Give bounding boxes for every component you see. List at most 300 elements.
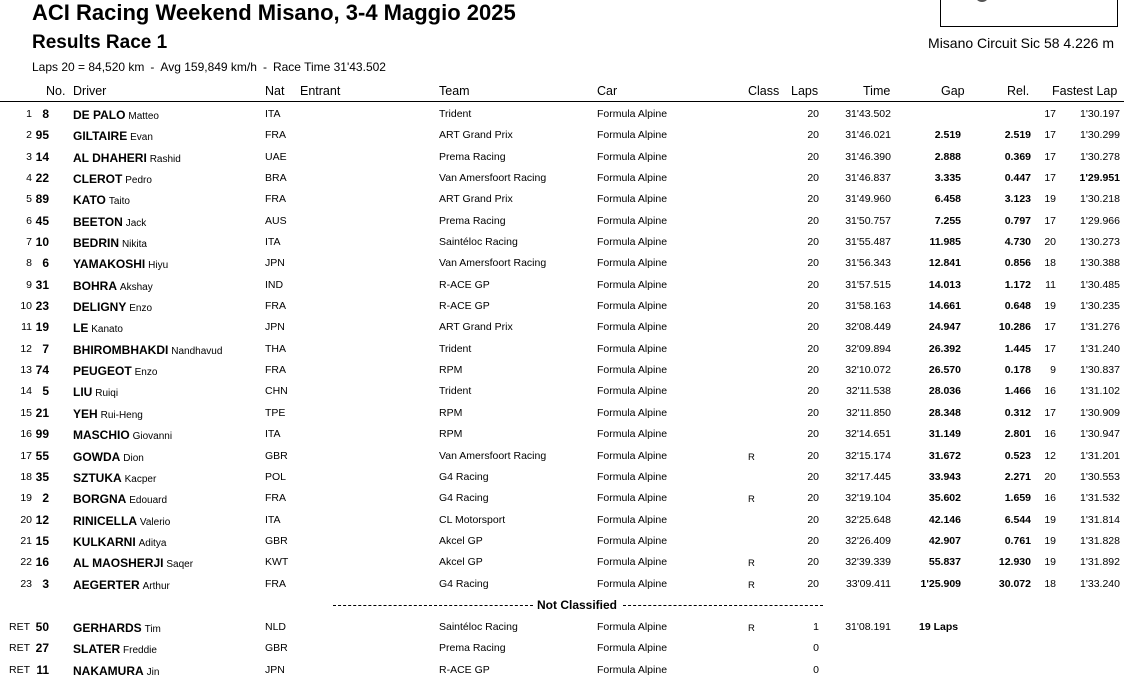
race-time: 31'55.487	[845, 236, 891, 249]
logo-frame	[940, 0, 1118, 27]
table-row	[0, 403, 1124, 424]
table-row	[0, 467, 1124, 488]
driver-name	[73, 492, 167, 506]
class-badge: R	[748, 558, 755, 570]
car-model: Formula Alpine	[597, 385, 668, 398]
table-row	[0, 104, 1124, 125]
laps: 20	[807, 278, 819, 291]
col-time: Time	[863, 84, 891, 98]
driver-last-name: GILTAIRE	[73, 129, 128, 144]
nationality: UAE	[265, 150, 287, 163]
col-nat: Nat	[265, 84, 285, 98]
race-time: 32'17.445	[845, 470, 891, 483]
car-number: 27	[35, 641, 49, 656]
col-no: No.	[46, 84, 66, 98]
car-model: Formula Alpine	[597, 534, 668, 547]
laps: 20	[807, 492, 819, 505]
nationality: ITA	[265, 513, 281, 526]
car-number: 74	[35, 363, 49, 378]
fastest-lap-number: 19	[1044, 300, 1056, 313]
race-time: 31'43.502	[845, 108, 891, 120]
gap: 3.335	[934, 172, 961, 185]
team-name: Trident	[439, 385, 472, 398]
driver-name	[73, 172, 152, 186]
team-name: RPM	[439, 428, 463, 441]
table-row	[0, 211, 1124, 232]
relative-gap: 0.178	[1004, 364, 1031, 377]
driver-name	[73, 664, 159, 678]
driver-last-name: BORGNA	[73, 492, 127, 507]
car-number: 16	[35, 555, 49, 570]
driver-name	[73, 364, 157, 378]
driver-first-name: Giovanni	[132, 431, 173, 443]
driver-last-name: BEDRIN	[73, 236, 120, 251]
driver-name	[73, 300, 152, 314]
driver-name	[73, 257, 168, 271]
nationality: FRA	[265, 129, 286, 142]
driver-last-name: AEGERTER	[73, 577, 140, 592]
driver-first-name: Matteo	[128, 111, 159, 122]
col-rel: Rel.	[1007, 84, 1030, 98]
nationality: GBR	[265, 449, 288, 462]
car-number: 35	[35, 469, 49, 484]
driver-last-name: SZTUKA	[73, 470, 122, 485]
table-row	[0, 446, 1124, 467]
gap: 14.013	[928, 278, 961, 291]
team-name: Prema Racing	[439, 214, 506, 227]
table-row	[0, 510, 1124, 531]
fastest-lap-time: 1'31.828	[1080, 534, 1120, 547]
driver-name	[73, 471, 156, 485]
divider-line-left	[333, 605, 533, 606]
laps: 20	[807, 193, 819, 206]
car-model: Formula Alpine	[597, 620, 668, 633]
table-row	[0, 168, 1124, 189]
driver-last-name: GERHARDS	[73, 620, 142, 635]
position: 22	[20, 556, 32, 569]
table-header	[0, 84, 1124, 102]
car-number: 45	[35, 213, 49, 228]
driver-last-name: BHIROMBHAKDI	[73, 342, 169, 357]
driver-last-name: CLEROT	[73, 172, 123, 187]
car-number: 3	[42, 576, 49, 591]
gap: 31.672	[928, 449, 961, 462]
not-classified-label: Not Classified	[537, 597, 618, 612]
car-model: Formula Alpine	[597, 428, 668, 441]
car-model: Formula Alpine	[597, 556, 668, 569]
page-subtitle: Results Race 1	[32, 32, 168, 53]
relative-gap: 12.930	[998, 556, 1031, 569]
nationality: ITA	[265, 108, 281, 120]
gap: 35.602	[928, 492, 961, 505]
nationality: GBR	[265, 534, 288, 547]
driver-last-name: AL DHAHERI	[73, 150, 147, 165]
fastest-lap-time: 1'30.909	[1080, 406, 1120, 419]
race-time: 32'15.174	[845, 449, 891, 462]
car-number: 14	[35, 149, 49, 164]
position: 1	[26, 108, 32, 120]
fastest-lap-time: 1'30.553	[1080, 470, 1120, 483]
driver-first-name: Jin	[146, 666, 160, 678]
position: 12	[20, 342, 32, 355]
position: RET	[9, 642, 30, 655]
race-time: 32'08.449	[845, 321, 891, 334]
driver-name	[73, 642, 157, 656]
car-number: 50	[35, 619, 49, 634]
laps: 20	[807, 364, 819, 377]
table-row	[0, 617, 1124, 638]
driver-name	[73, 578, 170, 592]
position: 3	[26, 150, 32, 163]
nationality: CHN	[265, 385, 288, 398]
relative-gap: 1.172	[1004, 278, 1031, 291]
nationality: FRA	[265, 300, 286, 313]
nationality: THA	[265, 342, 286, 355]
position: 15	[20, 406, 32, 419]
col-team: Team	[439, 84, 470, 98]
laps: 20	[807, 513, 819, 526]
car-number: 7	[42, 341, 49, 356]
table-row	[0, 275, 1124, 296]
driver-last-name: DELIGNY	[73, 300, 127, 315]
fastest-lap-number: 18	[1044, 257, 1056, 270]
nationality: TPE	[265, 406, 286, 419]
car-model: Formula Alpine	[597, 406, 668, 419]
table-row	[0, 488, 1124, 509]
race-time: 33'09.411	[845, 577, 891, 590]
driver-name	[73, 193, 130, 207]
page-title: ACI Racing Weekend Misano, 3-4 Maggio 2025	[32, 0, 516, 25]
driver-name	[73, 321, 123, 335]
gap: 7.255	[934, 214, 961, 227]
relative-gap: 0.523	[1004, 449, 1031, 462]
position: 8	[26, 257, 32, 270]
race-time: 31'56.343	[845, 257, 891, 270]
driver-first-name: Nikita	[121, 239, 147, 251]
fastest-lap-number: 17	[1044, 172, 1056, 185]
driver-first-name: Jack	[125, 217, 147, 229]
driver-name	[73, 385, 118, 399]
car-number: 95	[35, 128, 49, 143]
race-time: 31'08.191	[845, 620, 891, 633]
race-time: 32'10.072	[845, 364, 891, 377]
nationality: GBR	[265, 642, 288, 655]
driver-name	[73, 556, 193, 570]
driver-last-name: KULKARNI	[73, 534, 136, 549]
class-badge: R	[748, 451, 755, 463]
table-row	[0, 552, 1124, 573]
gap: 6.458	[934, 193, 961, 206]
team-name: RPM	[439, 406, 463, 419]
nationality: JPN	[265, 663, 285, 676]
fastest-lap-number: 19	[1044, 556, 1056, 569]
laps: 20	[807, 449, 819, 462]
car-number: 6	[42, 256, 49, 271]
relative-gap: 0.761	[1004, 534, 1031, 547]
nationality: POL	[265, 470, 287, 483]
nationality: ITA	[265, 236, 281, 249]
gap: 33.943	[928, 470, 961, 483]
driver-last-name: KATO	[73, 193, 106, 208]
fastest-lap-time: 1'31.532	[1080, 492, 1120, 505]
driver-last-name: MASCHIO	[73, 428, 130, 443]
nationality: IND	[265, 278, 284, 291]
position: 16	[20, 428, 32, 441]
table-row	[0, 296, 1124, 317]
position: 20	[20, 513, 32, 526]
position: 11	[21, 321, 32, 334]
car-number: 22	[35, 171, 49, 186]
relative-gap: 0.797	[1004, 214, 1031, 227]
laps: 0	[813, 663, 819, 676]
position: RET	[9, 663, 30, 676]
nationality: JPN	[265, 257, 285, 270]
driver-last-name: LE	[73, 321, 89, 336]
race-time: 32'39.339	[845, 556, 891, 569]
fastest-lap-number: 18	[1044, 577, 1056, 590]
table-row	[0, 531, 1124, 552]
car-model: Formula Alpine	[597, 150, 668, 163]
nationality: FRA	[265, 193, 286, 206]
driver-first-name: Tim	[144, 623, 161, 635]
fastest-lap-time: 1'31.240	[1080, 342, 1120, 355]
position: 2	[26, 129, 32, 142]
relative-gap: 10.286	[998, 321, 1031, 334]
car-number: 89	[35, 192, 49, 207]
fastest-lap-number: 17	[1044, 342, 1056, 355]
fastest-lap-number: 17	[1044, 108, 1056, 120]
relative-gap: 4.730	[1004, 236, 1031, 249]
fastest-lap-time: 1'30.273	[1080, 236, 1120, 249]
nationality: ITA	[265, 428, 281, 441]
position: 6	[26, 214, 32, 227]
driver-name	[73, 450, 144, 464]
fastest-lap-time: 1'31.102	[1080, 385, 1120, 398]
gap: 11.985	[929, 236, 961, 249]
gap: 1'25.909	[920, 577, 961, 590]
laps: 20	[807, 172, 819, 185]
laps: 0	[813, 642, 819, 655]
class-badge: R	[748, 579, 755, 591]
position: 7	[26, 236, 32, 249]
table-row	[0, 317, 1124, 338]
car-model: Formula Alpine	[597, 108, 668, 120]
car-number: 15	[35, 533, 49, 548]
car-number: 19	[35, 320, 49, 335]
laps: 20	[807, 470, 819, 483]
car-number: 31	[35, 277, 49, 292]
relative-gap: 0.648	[1004, 300, 1031, 313]
race-time: 32'19.104	[845, 492, 891, 505]
fastest-lap-time: 1'30.278	[1080, 150, 1120, 163]
car-model: Formula Alpine	[597, 642, 668, 655]
car-number: 5	[42, 384, 49, 399]
team-name: ART Grand Prix	[439, 193, 513, 206]
driver-name	[73, 343, 222, 357]
gap: 2.519	[934, 129, 961, 142]
driver-first-name: Valerio	[139, 516, 171, 528]
fastest-lap-time: 1'31.892	[1080, 556, 1120, 569]
fastest-lap-number: 19	[1044, 513, 1056, 526]
driver-last-name: LIU	[73, 385, 93, 400]
position: 21	[20, 534, 32, 547]
race-time: 32'14.651	[845, 428, 891, 441]
fastest-lap-number: 11	[1045, 278, 1056, 291]
driver-last-name: NAKAMURA	[73, 663, 144, 678]
position: 13	[20, 364, 32, 377]
gap: 2.888	[934, 150, 961, 163]
table-row	[0, 424, 1124, 445]
relative-gap: 0.312	[1004, 406, 1031, 419]
driver-first-name: Rui-Heng	[100, 409, 143, 421]
laps: 20	[807, 428, 819, 441]
driver-first-name: Evan	[130, 132, 153, 144]
car-model: Formula Alpine	[597, 214, 668, 227]
car-number: 99	[35, 427, 49, 442]
position: RET	[9, 620, 30, 633]
position: 5	[26, 193, 32, 206]
race-time: Race Time 31'43.502	[272, 60, 386, 74]
gap: 42.907	[928, 534, 961, 547]
car-model: Formula Alpine	[597, 300, 668, 313]
race-time: 32'11.538	[845, 385, 891, 398]
driver-name	[73, 108, 159, 122]
driver-first-name: Akshay	[119, 281, 153, 293]
fastest-lap-number: 17	[1044, 321, 1056, 334]
driver-last-name: AL MAOSHERJI	[73, 556, 164, 571]
driver-first-name: Pedro	[125, 175, 152, 187]
laps: 20	[807, 342, 819, 355]
team-name: ART Grand Prix	[439, 321, 513, 334]
relative-gap: 0.447	[1004, 172, 1031, 185]
results-table	[0, 104, 1124, 681]
fastest-lap-time: 1'33.240	[1080, 577, 1120, 590]
gap: 31.149	[928, 428, 961, 441]
car-model: Formula Alpine	[597, 342, 668, 355]
driver-first-name: Freddie	[123, 645, 157, 657]
nationality: KWT	[265, 556, 289, 569]
position: 10	[20, 300, 32, 313]
driver-name	[73, 215, 146, 229]
relative-gap: 2.271	[1004, 470, 1031, 483]
team-name: Van Amersfoort Racing	[439, 257, 547, 270]
race-time: 31'46.837	[845, 172, 891, 185]
fastest-lap-time: 1'29.966	[1080, 214, 1120, 227]
table-row	[0, 125, 1124, 146]
driver-first-name: Edouard	[129, 495, 168, 507]
fastest-lap-time: 1'30.299	[1080, 129, 1120, 142]
gap: 28.348	[928, 406, 961, 419]
not-classified-divider	[0, 595, 1124, 617]
fastest-lap-number: 19	[1044, 193, 1056, 206]
race-summary: Laps 20 = 84,520 km - Avg 159,849 km/h - Race Time 31'43.502	[32, 60, 386, 74]
car-number: 23	[35, 299, 49, 314]
driver-first-name: Ruiqi	[95, 388, 119, 400]
driver-name	[73, 407, 143, 421]
laps: 20	[807, 300, 819, 313]
col-entrant: Entrant	[300, 84, 341, 98]
driver-name	[73, 129, 153, 143]
driver-name	[73, 279, 153, 293]
laps: 20	[807, 129, 819, 142]
team-name: Van Amersfoort Racing	[439, 172, 547, 185]
driver-name	[73, 428, 172, 442]
team-name: Saintéloc Racing	[439, 620, 518, 633]
team-name: CL Motorsport	[439, 513, 506, 526]
col-class: Class	[748, 84, 780, 98]
driver-first-name: Kanato	[91, 324, 123, 336]
laps-info: Laps 20 = 84,520 km	[32, 60, 145, 74]
race-time: 31'50.757	[845, 214, 891, 227]
gap: 26.570	[928, 364, 961, 377]
laps: 20	[807, 214, 819, 227]
car-model: Formula Alpine	[597, 513, 668, 526]
position: 23	[20, 577, 32, 590]
fastest-lap-time: 1'31.276	[1080, 321, 1120, 334]
team-name: R-ACE GP	[439, 663, 490, 676]
col-gap: Gap	[941, 84, 965, 98]
table-row	[0, 660, 1124, 681]
driver-first-name: Rashid	[149, 153, 181, 165]
fastest-lap-time: 1'31.814	[1080, 513, 1120, 526]
team-name: Saintéloc Racing	[439, 236, 518, 249]
team-name: Akcel GP	[439, 534, 483, 547]
driver-first-name: Saqer	[166, 559, 194, 571]
team-name: R-ACE GP	[439, 278, 490, 291]
team-name: Trident	[439, 108, 472, 120]
nationality: FRA	[265, 577, 286, 590]
laps: 20	[807, 556, 819, 569]
position: 17	[20, 449, 32, 462]
position: 9	[26, 278, 32, 291]
car-model: Formula Alpine	[597, 278, 668, 291]
driver-first-name: Enzo	[129, 303, 153, 315]
laps: 20	[807, 108, 819, 120]
col-laps: Laps	[791, 84, 819, 98]
race-time: 31'46.021	[845, 129, 891, 142]
driver-name	[73, 535, 166, 549]
fastest-lap-time: 1'29.951	[1079, 172, 1120, 185]
relative-gap: 3.123	[1004, 193, 1031, 206]
car-number: 10	[35, 235, 49, 250]
logo-icon	[975, 0, 989, 2]
team-name: R-ACE GP	[439, 300, 490, 313]
relative-gap: 1.445	[1004, 342, 1031, 355]
team-name: G4 Racing	[439, 470, 489, 483]
laps: 20	[807, 257, 819, 270]
table-row	[0, 638, 1124, 659]
car-number: 11	[36, 662, 49, 677]
nationality: JPN	[265, 321, 285, 334]
relative-gap: 30.072	[998, 577, 1031, 590]
fastest-lap-time: 1'30.388	[1080, 257, 1120, 270]
car-model: Formula Alpine	[597, 257, 668, 270]
laps: 20	[807, 385, 819, 398]
table-row	[0, 232, 1124, 253]
car-model: Formula Alpine	[597, 129, 668, 142]
fastest-lap-number: 20	[1044, 236, 1056, 249]
driver-first-name: Dion	[123, 452, 144, 464]
driver-last-name: DE PALO	[73, 108, 126, 122]
fastest-lap-time: 1'31.201	[1080, 449, 1120, 462]
fastest-lap-number: 16	[1044, 385, 1056, 398]
relative-gap: 2.519	[1004, 129, 1031, 142]
table-row	[0, 339, 1124, 360]
team-name: RPM	[439, 364, 463, 377]
team-name: G4 Racing	[439, 577, 489, 590]
table-row	[0, 189, 1124, 210]
nationality: FRA	[265, 364, 286, 377]
